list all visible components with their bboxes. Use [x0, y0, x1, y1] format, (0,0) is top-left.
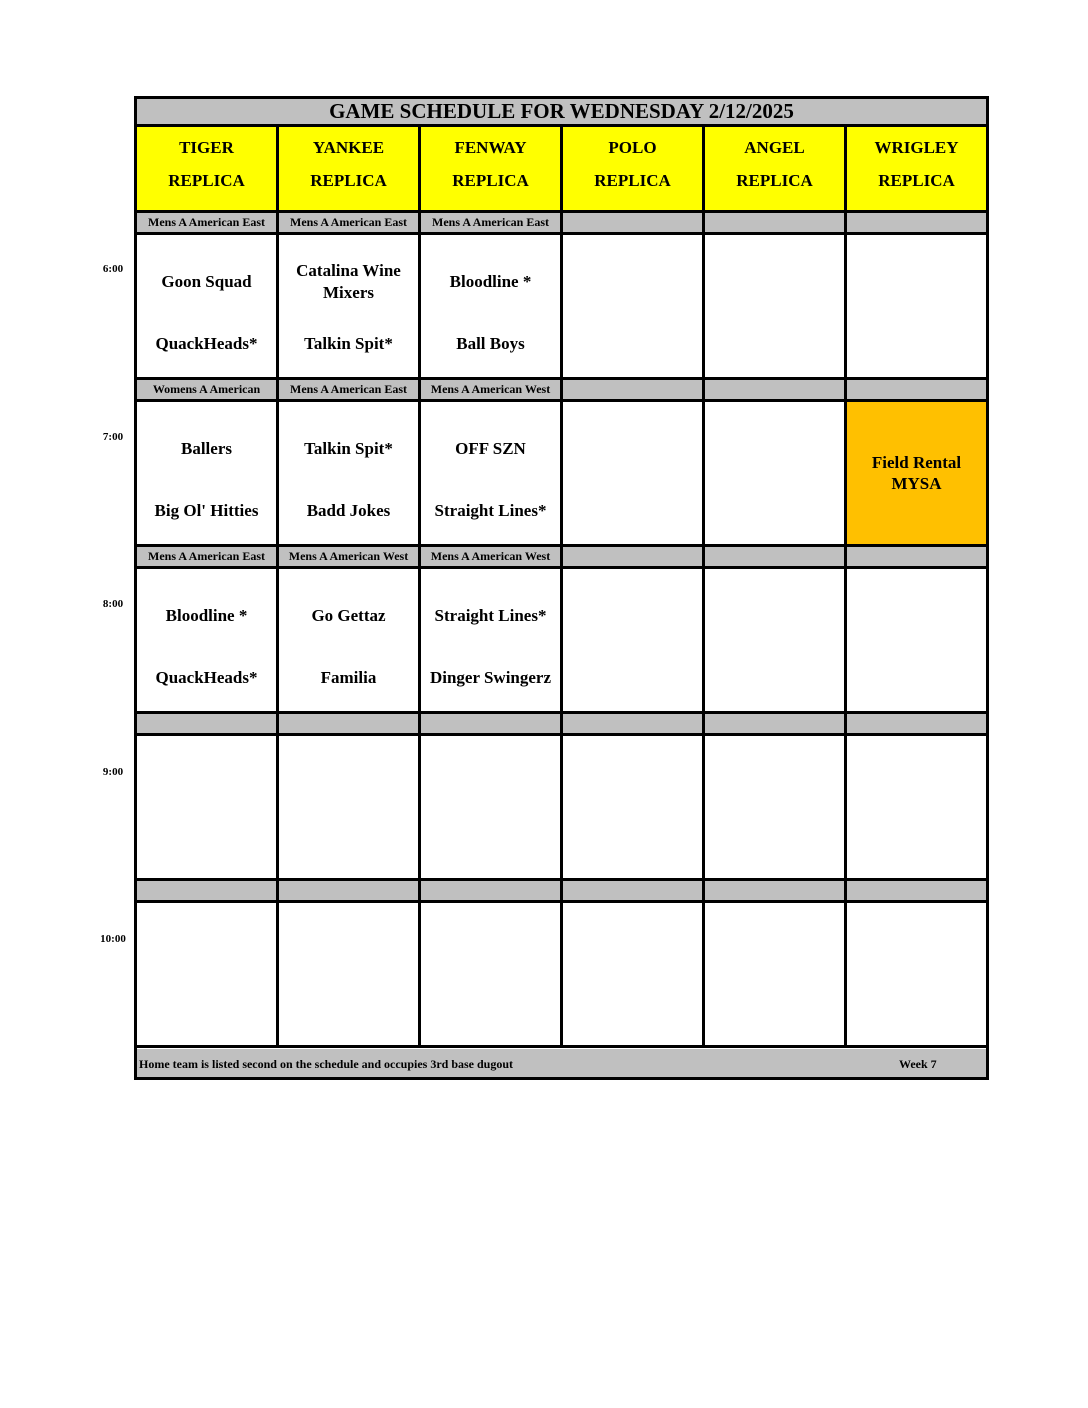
game-cell	[279, 903, 421, 1045]
game-cell	[279, 402, 421, 544]
game-cell	[563, 235, 705, 377]
home-team: QuackHeads*	[155, 334, 258, 353]
field-sub: REPLICA	[736, 171, 813, 190]
division-label	[705, 881, 847, 900]
game-row	[137, 903, 986, 1048]
field-header-wrigley	[847, 127, 986, 210]
field-header-yankee	[279, 127, 421, 210]
field-sub: REPLICA	[878, 171, 955, 190]
field-rental-label: Field Rental	[871, 453, 962, 472]
division-label	[421, 714, 563, 733]
schedule-title: GAME SCHEDULE FOR WEDNESDAY 2/12/2025	[137, 99, 986, 127]
division-label	[847, 380, 986, 399]
schedule-sheet	[134, 96, 989, 1080]
away-team: Ballers	[181, 439, 232, 458]
division-label	[705, 714, 847, 733]
home-team: Big Ol' Hitties	[154, 501, 259, 520]
game-cell	[279, 736, 421, 878]
field-name: WRIGLEY	[874, 138, 959, 157]
game-cell	[137, 736, 279, 878]
away-team: OFF SZN	[455, 439, 526, 458]
schedule-footer	[137, 1049, 986, 1077]
game-cell	[563, 569, 705, 711]
division-row	[137, 213, 986, 235]
division-label: Mens A American East	[279, 380, 421, 399]
game-cell	[279, 235, 421, 377]
game-cell	[421, 569, 563, 711]
division-label: Mens A American West	[279, 547, 421, 566]
division-label	[847, 881, 986, 900]
home-team: Straight Lines*	[434, 501, 547, 520]
division-label: Mens A American West	[421, 380, 563, 399]
home-team-note: Home team is listed second on the schedule and occupies 3rd base dugout	[139, 1057, 514, 1071]
division-label	[705, 547, 847, 566]
game-cell	[563, 736, 705, 878]
game-cell	[847, 903, 986, 1045]
game-cell	[137, 235, 279, 377]
away-team: Bloodline *	[449, 272, 532, 291]
home-team: Badd Jokes	[306, 501, 391, 520]
game-row	[137, 235, 986, 380]
division-label	[421, 881, 563, 900]
home-team: Familia	[320, 668, 377, 687]
division-label	[563, 881, 705, 900]
time-label: 7:00	[102, 431, 124, 443]
game-cell	[705, 235, 847, 377]
division-row	[137, 380, 986, 402]
division-label: Mens A American West	[421, 547, 563, 566]
game-cell	[705, 402, 847, 544]
game-row	[137, 736, 986, 881]
field-name: YANKEE	[312, 138, 385, 157]
division-label	[705, 380, 847, 399]
away-team: Straight Lines*	[434, 606, 547, 625]
field-name: FENWAY	[454, 138, 527, 157]
field-name: POLO	[608, 138, 657, 157]
division-label: Mens A American East	[137, 547, 279, 566]
field-header-tiger	[137, 127, 279, 210]
division-label	[137, 714, 279, 733]
division-label: Mens A American East	[279, 213, 421, 232]
home-team: Ball Boys	[456, 334, 525, 353]
away-team: Talkin Spit*	[304, 439, 393, 458]
field-rental-cell	[847, 402, 986, 544]
division-label	[279, 714, 421, 733]
game-row	[137, 402, 986, 547]
away-team: Bloodline *	[165, 606, 248, 625]
time-label: 8:00	[102, 598, 124, 610]
game-cell	[847, 736, 986, 878]
game-cell	[847, 235, 986, 377]
field-header-fenway	[421, 127, 563, 210]
week-label: Week 7	[899, 1057, 937, 1071]
field-sub: REPLICA	[452, 171, 529, 190]
game-cell	[421, 903, 563, 1045]
game-cell	[563, 903, 705, 1045]
field-header-angel	[705, 127, 847, 210]
game-cell	[705, 903, 847, 1045]
division-label	[137, 881, 279, 900]
game-cell	[705, 569, 847, 711]
game-row	[137, 569, 986, 714]
time-label: 9:00	[102, 766, 124, 778]
division-label	[847, 213, 986, 232]
field-name: ANGEL	[744, 138, 805, 157]
division-label: Mens A American East	[137, 213, 279, 232]
game-cell	[421, 736, 563, 878]
division-label	[279, 881, 421, 900]
game-cell	[705, 736, 847, 878]
home-team: Dinger Swingerz	[429, 668, 552, 687]
division-label: Mens A American East	[421, 213, 563, 232]
game-cell	[421, 235, 563, 377]
field-header-polo	[563, 127, 705, 210]
field-sub: REPLICA	[168, 171, 245, 190]
division-label	[563, 714, 705, 733]
time-label: 6:00	[102, 263, 124, 275]
division-row	[137, 547, 986, 569]
home-team: Talkin Spit*	[304, 334, 393, 353]
division-row	[137, 881, 986, 903]
division-label	[563, 380, 705, 399]
away-team: Goon Squad	[161, 272, 252, 291]
away-team: Go Gettaz	[311, 606, 386, 625]
division-label: Womens A American	[137, 380, 279, 399]
division-label	[563, 547, 705, 566]
home-team: QuackHeads*	[155, 668, 258, 687]
division-label	[847, 714, 986, 733]
field-header-row	[137, 127, 986, 213]
game-cell	[279, 569, 421, 711]
game-cell	[137, 903, 279, 1045]
division-row	[137, 714, 986, 736]
division-label	[847, 547, 986, 566]
field-sub: REPLICA	[594, 171, 671, 190]
field-rental-org: MYSA	[891, 474, 942, 493]
field-sub: REPLICA	[310, 171, 387, 190]
division-label	[563, 213, 705, 232]
game-cell	[421, 402, 563, 544]
game-cell	[847, 569, 986, 711]
field-name: TIGER	[179, 138, 234, 157]
game-cell	[563, 402, 705, 544]
game-cell	[137, 569, 279, 711]
time-label: 10:00	[100, 933, 126, 945]
game-cell	[137, 402, 279, 544]
away-team: Catalina Wine Mixers	[296, 261, 401, 302]
division-label	[705, 213, 847, 232]
